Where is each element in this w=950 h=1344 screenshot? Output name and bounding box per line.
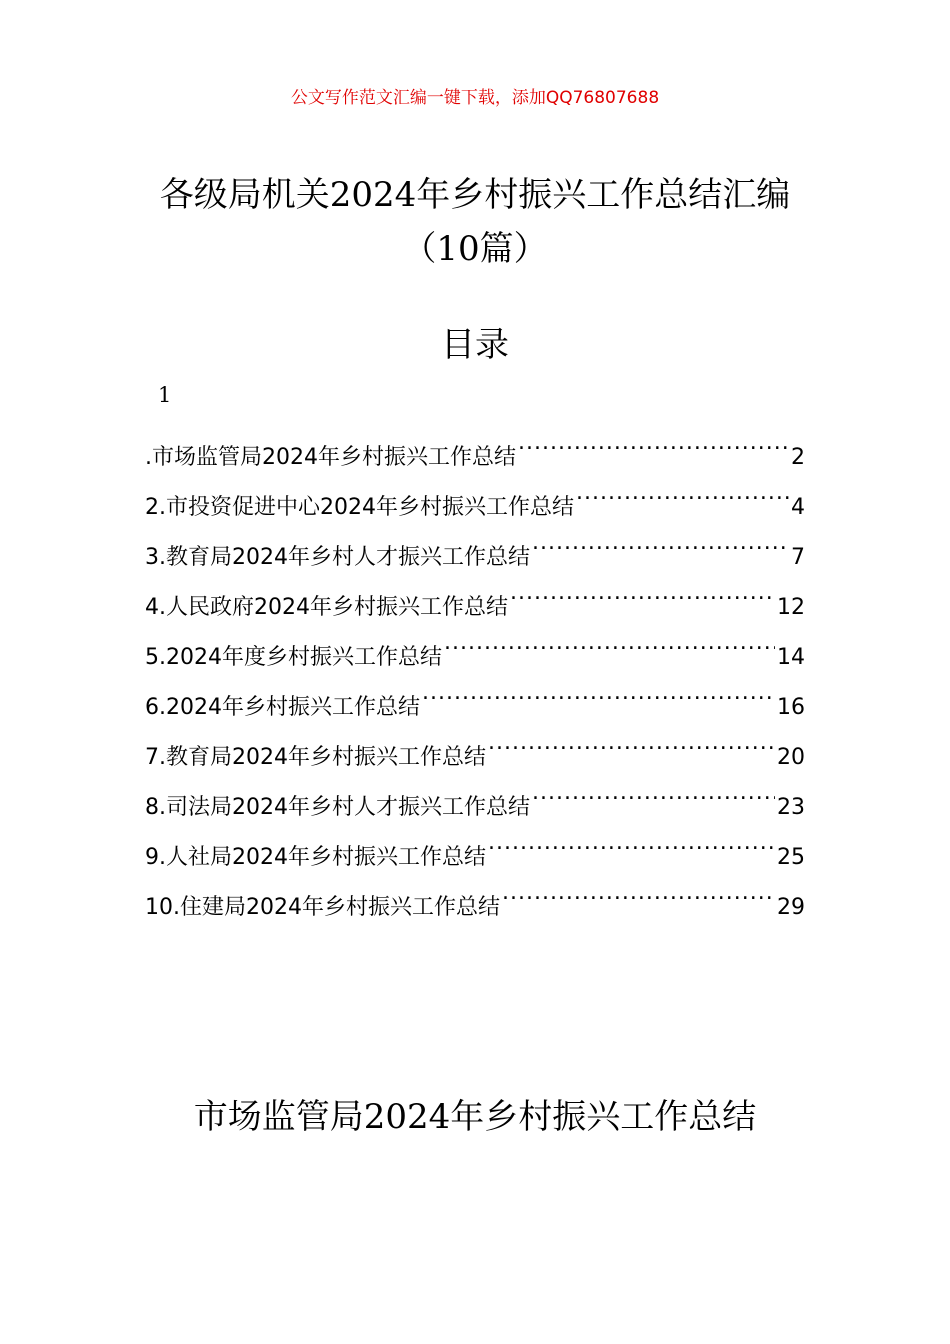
toc-entry-leader xyxy=(444,624,775,664)
toc-entry-page: 16 xyxy=(777,695,805,720)
toc-entry-label: 8.司法局2024年乡村人才振兴工作总结 xyxy=(145,795,530,820)
toc-list xyxy=(145,424,805,924)
toc-stray-number: 1 xyxy=(158,383,172,407)
toc-heading: 目录 xyxy=(441,325,509,365)
toc-entry-page: 14 xyxy=(777,645,805,670)
toc-entry-page: 23 xyxy=(777,795,805,820)
toc-entry-leader xyxy=(488,824,775,864)
banner-text: 公文写作范文汇编一键下载，添加QQ76807688 xyxy=(290,88,660,108)
section-title-part1: 市场监管局 xyxy=(193,1097,364,1137)
toc-entry-leader xyxy=(488,724,775,764)
toc-entry[interactable] xyxy=(145,474,805,524)
toc-entry[interactable] xyxy=(145,624,805,674)
toc-entry-leader xyxy=(518,424,789,464)
toc-entry[interactable] xyxy=(145,424,805,474)
toc-entry-label: 9.人社局2024年乡村振兴工作总结 xyxy=(145,845,486,870)
toc-entry[interactable] xyxy=(145,774,805,824)
title-part2: 年乡村振兴工作总结汇编 xyxy=(416,175,791,215)
toc-entry-leader xyxy=(422,674,775,714)
document-title-line1 xyxy=(0,168,950,222)
toc-entry-label: 10.住建局2024年乡村振兴工作总结 xyxy=(145,895,500,920)
toc-entry-label: 6.2024年乡村振兴工作总结 xyxy=(145,695,420,720)
title-part1: 各级局机关 xyxy=(159,175,330,215)
toc-entry-leader xyxy=(510,574,775,614)
toc-entry-label: .市场监管局2024年乡村振兴工作总结 xyxy=(145,445,516,470)
toc-entry-page: 4 xyxy=(791,495,805,520)
toc-entry-label: 7.教育局2024年乡村振兴工作总结 xyxy=(145,745,486,770)
document-title xyxy=(0,168,950,276)
subtitle-count: 10 xyxy=(436,229,480,269)
section-title xyxy=(0,1090,950,1144)
toc-entry[interactable] xyxy=(145,874,805,924)
toc-entry[interactable] xyxy=(145,524,805,574)
toc-entry-label: 3.教育局2024年乡村人才振兴工作总结 xyxy=(145,545,530,570)
document-title-line2 xyxy=(0,222,950,276)
section-title-part2: 年乡村振兴工作总结 xyxy=(450,1097,757,1137)
toc-entry-page: 25 xyxy=(777,845,805,870)
toc-entry-page: 12 xyxy=(777,595,805,620)
toc-entry-label: 2.市投资促进中心2024年乡村振兴工作总结 xyxy=(145,495,574,520)
toc-entry-page: 2 xyxy=(791,445,805,470)
subtitle-close-paren: ） xyxy=(513,229,548,269)
download-banner xyxy=(0,86,950,110)
toc-entry-page: 7 xyxy=(791,545,805,570)
section-title-year: 2024 xyxy=(363,1097,451,1137)
toc-entry[interactable] xyxy=(145,824,805,874)
toc-entry-label: 4.人民政府2024年乡村振兴工作总结 xyxy=(145,595,508,620)
toc-entry[interactable] xyxy=(145,724,805,774)
subtitle-open-paren: （ xyxy=(402,229,437,269)
toc-entry-leader xyxy=(502,874,775,914)
toc-entry-page: 20 xyxy=(777,745,805,770)
toc-entry-leader xyxy=(532,524,789,564)
toc-entry-page: 29 xyxy=(777,895,805,920)
toc-entry[interactable] xyxy=(145,674,805,724)
title-year: 2024 xyxy=(329,175,417,215)
subtitle-word: 篇 xyxy=(479,229,514,269)
toc-entry-label: 5.2024年度乡村振兴工作总结 xyxy=(145,645,442,670)
toc-entry-leader xyxy=(532,774,775,814)
toc-entry[interactable] xyxy=(145,574,805,624)
toc-entry-leader xyxy=(576,474,789,514)
